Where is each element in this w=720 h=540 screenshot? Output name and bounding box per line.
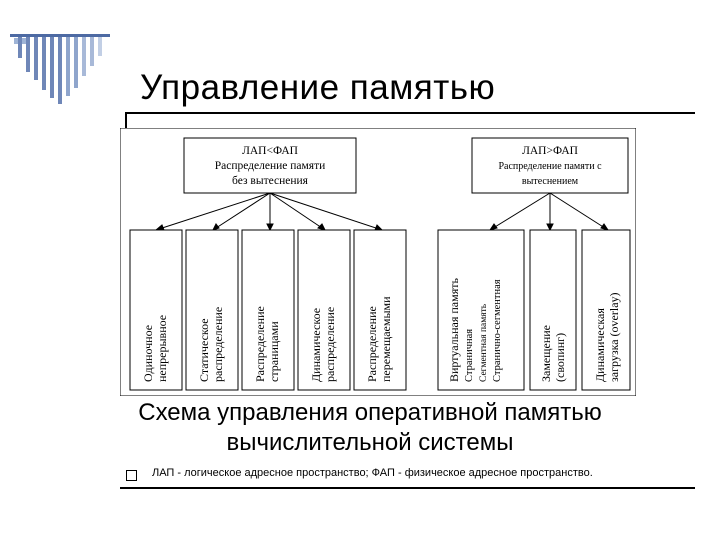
- left-root-line1: ЛАП<ФАП: [242, 145, 298, 157]
- right-child-2-line1: Замещение: [539, 325, 553, 382]
- footnote: ЛАП - логическое адресное пространство; ФАП - физическое адресное пространство.: [152, 467, 593, 479]
- left-child-1-line1: Одиночное: [141, 324, 155, 382]
- left-child-4-line1: Динамическое: [309, 307, 323, 382]
- left-root-line3: без вытеснения: [232, 175, 308, 187]
- right-child-3-line1: Динамическая: [593, 308, 607, 382]
- right-child-2-line2: (свопинг): [553, 332, 567, 382]
- left-child-3-line2: страницами: [267, 321, 281, 382]
- right-child-1-line1: Виртуальная память: [447, 278, 461, 382]
- left-child-2-line1: Статическое: [197, 318, 211, 382]
- right-root-line1: ЛАП>ФАП: [522, 145, 578, 157]
- bottom-divider: [120, 487, 695, 489]
- page-title: Управление памятью: [140, 68, 496, 107]
- caption-line-1: Схема управления оперативной памятью: [138, 399, 602, 426]
- right-child-1-line3: Сегментная память: [479, 303, 489, 382]
- right-child-3: [582, 230, 630, 390]
- left-child-4-line2: распределение: [323, 306, 337, 382]
- decorative-stripes: [0, 0, 140, 110]
- right-child-1-line2: Страничная: [464, 328, 475, 382]
- right-child-3-line2: загрузка (overlay): [607, 292, 621, 382]
- left-child-1: [130, 230, 182, 390]
- bullet-square-icon: [126, 470, 137, 481]
- right-root-box: [472, 138, 628, 193]
- memory-management-diagram: [120, 128, 636, 396]
- left-root-box: [184, 138, 356, 193]
- right-root-line3: вытеснением: [521, 176, 579, 187]
- left-child-2-line2: распределение: [211, 306, 225, 382]
- caption-line-2: вычислительной системы: [226, 429, 514, 456]
- title-divider: [125, 112, 695, 114]
- left-child-2: [186, 230, 238, 390]
- left-child-3: [242, 230, 294, 390]
- right-child-1-line4: Странично-сегментная: [492, 279, 503, 382]
- right-root-line2: Распределение памяти с: [498, 161, 602, 172]
- left-root-line2: Распределение памяти: [214, 160, 326, 172]
- diagram-caption: [90, 398, 650, 458]
- left-child-3-line1: Распределение: [253, 306, 267, 382]
- left-child-5: [354, 230, 406, 390]
- right-child-2: [530, 230, 576, 390]
- left-child-5-line1: Распределение: [365, 306, 379, 382]
- left-child-5-line2: перемещаемыми: [379, 296, 393, 382]
- right-child-1: [438, 230, 524, 390]
- left-child-4: [298, 230, 350, 390]
- left-child-1-line2: непрерывное: [155, 314, 169, 382]
